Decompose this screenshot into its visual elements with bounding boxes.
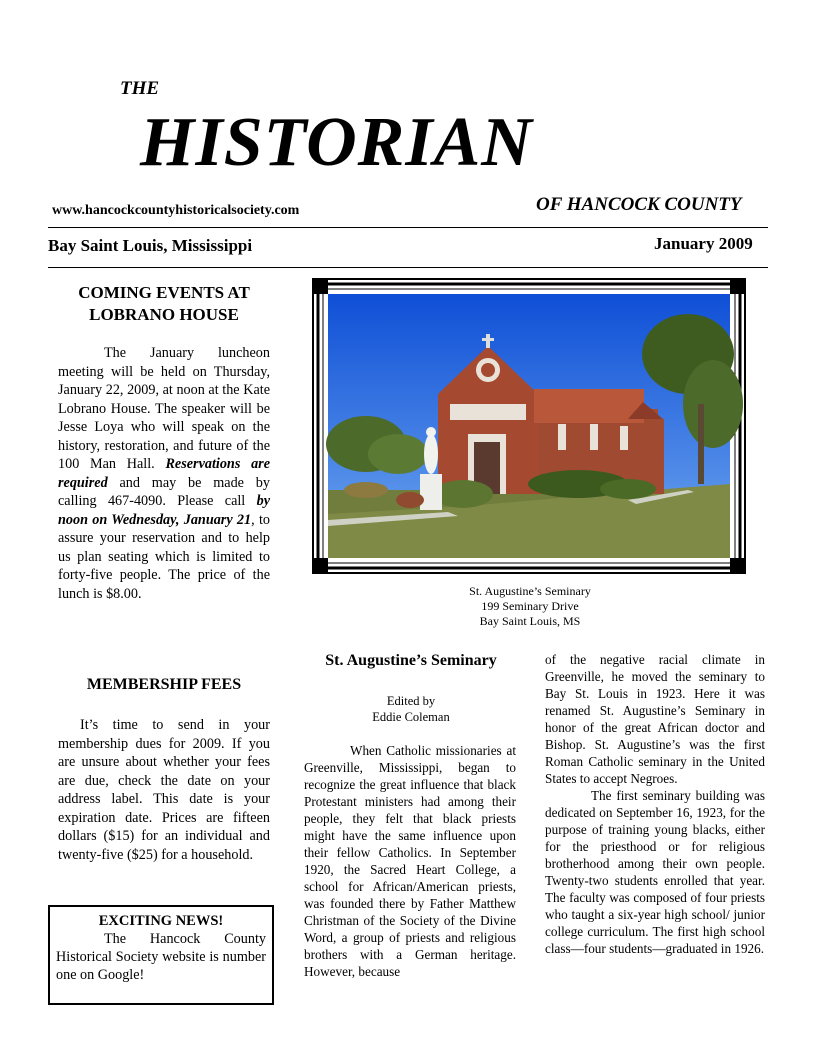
events-emphasis-1: Reservations are required bbox=[58, 456, 270, 491]
membership-text: It’s time to send in your membership dues for 2009. If you are unsure about whether your fees are due, check the date on your address label. This date is your expiration date. Prices are fifteen dollars ($15) for an individual and twenty-five ($25) for a household. bbox=[58, 717, 270, 863]
article-heading: St. Augustine’s Seminary bbox=[325, 652, 497, 669]
website-url[interactable]: www.hancockcountyhistoricalsociety.com bbox=[52, 203, 300, 218]
location-line: Bay Saint Louis, Mississippi bbox=[48, 236, 253, 255]
events-emphasis-2: by noon on Wednesday, January 21 bbox=[58, 493, 270, 528]
masthead-rule-bottom bbox=[48, 267, 768, 268]
events-text-2: and may be made by calling 467-4090. Please call bbox=[58, 474, 270, 509]
editor-name: Eddie Coleman bbox=[372, 710, 450, 724]
article-paragraph-1: When Catholic missionaries at Greenville, Mississippi, began to recognize the great influence that black Protestant ministers had among their people, they felt that black priests might have the same influence upon their fellow Catholics. In September 1920, the Sacred Heart College, a school for African/American priests, was founded there by Father Matthew Christman of the Society of the Divine Word, a group of priests and religious brothers with a German heritage. However, because bbox=[304, 743, 516, 979]
events-paragraph bbox=[58, 344, 270, 603]
article-paragraph-1-continued: of the negative racial climate in Greenville, he moved the seminary to Bay St. Louis in 1923. Here it was renamed St. Augustine’s Seminary in honor of the great African doctor and Bishop. St. Augustine’s was the first Roman Catholic seminary in the United States to accept Negroes. bbox=[545, 652, 765, 786]
article-byline bbox=[306, 693, 516, 725]
photo-caption bbox=[380, 584, 680, 629]
events-text-1: The January luncheon meeting will be held on Thursday, January 22, 2009, at noon at the Kate Lobrano House. The speaker will be Jesse Loya who will speak on the history, restoration, and future of the 100 Man Hall. bbox=[58, 345, 270, 472]
news-heading: EXCITING NEWS! bbox=[98, 913, 224, 929]
masthead-the: THE bbox=[120, 78, 160, 99]
masthead-county: OF HANCOCK COUNTY bbox=[536, 194, 742, 215]
caption-line-1: St. Augustine’s Seminary bbox=[469, 584, 591, 598]
article-paragraph-2: The first seminary building was dedicated on September 16, 1923, for the purpose of training young blacks, either for the priesthood or for religious brotherhood among their own people. Twenty-two students enrolled that year. The faculty was composed of four priests who taught a six-year high school/ junior college curriculum. The first high school class—four students—graduated in 1926. bbox=[545, 788, 765, 956]
caption-line-2: 199 Seminary Drive bbox=[481, 599, 579, 613]
newsletter-title: HISTORIAN bbox=[140, 104, 533, 181]
issue-date: January 2009 bbox=[654, 234, 753, 253]
article-column-1 bbox=[304, 742, 516, 980]
exciting-news-box bbox=[48, 905, 274, 1005]
caption-line-3: Bay Saint Louis, MS bbox=[479, 614, 581, 628]
article-column-2 bbox=[545, 651, 765, 957]
news-text: The Hancock County Historical Society website is number one on Google! bbox=[56, 931, 266, 983]
events-heading: COMING EVENTS AT LOBRANO HOUSE bbox=[78, 283, 250, 324]
membership-heading: MEMBERSHIP FEES bbox=[86, 676, 242, 693]
membership-paragraph bbox=[58, 716, 270, 864]
events-text-3: , to assure your reservation and to help us plan seating which is limited to forty-five people. The price of the lunch is $8.00. bbox=[58, 511, 270, 602]
masthead-rule-top bbox=[48, 227, 768, 228]
edited-by-label: Edited by bbox=[386, 694, 436, 708]
seminary-photo bbox=[312, 278, 746, 574]
